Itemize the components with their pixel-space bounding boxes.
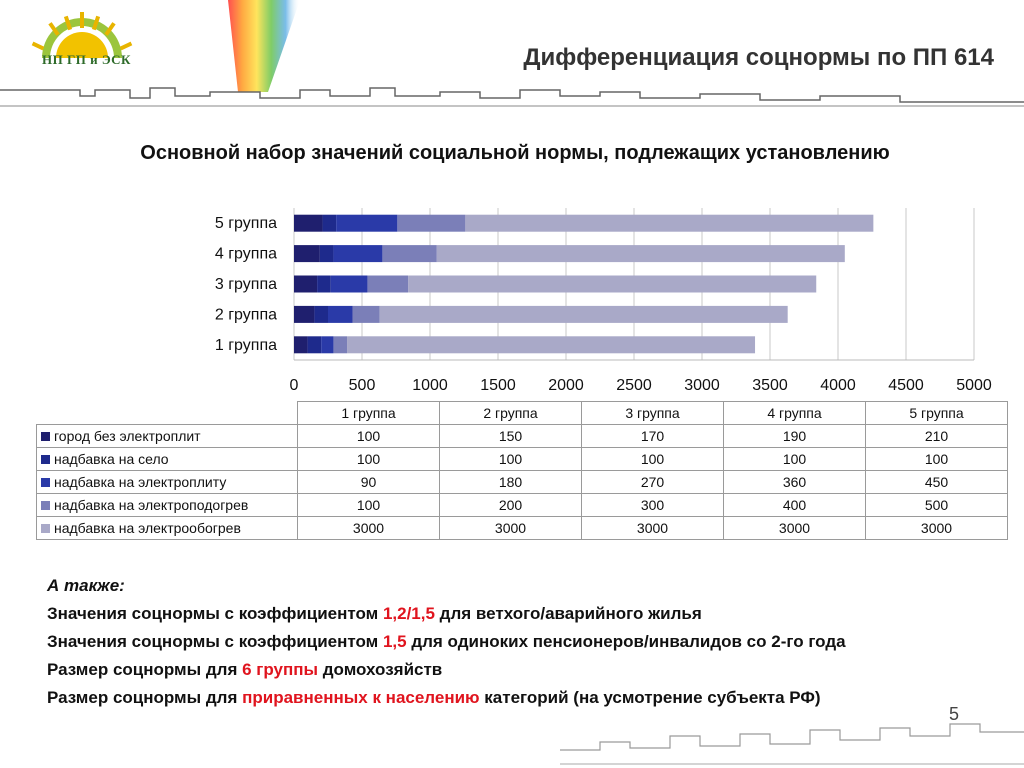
x-tick-label: 3000 xyxy=(684,377,720,394)
legend-entry xyxy=(37,517,298,540)
table-cell: 100 xyxy=(724,448,866,471)
legend-swatch-icon xyxy=(41,432,50,441)
x-tick-label: 500 xyxy=(348,377,376,394)
legend-label: надбавка на электроподогрев xyxy=(54,497,249,513)
bar-segment xyxy=(352,306,379,323)
note-line-4: Размер соцнормы для приравненных к населению категорий (на усмотрение субъекта РФ) xyxy=(47,688,821,707)
category-label: 1 группа xyxy=(214,336,277,354)
chart-data-table xyxy=(36,401,1008,540)
table-cell: 180 xyxy=(440,471,582,494)
legend-swatch-icon xyxy=(41,455,50,464)
table-cell: 3000 xyxy=(866,517,1008,540)
x-tick-label: 2000 xyxy=(548,377,584,394)
chart-title: Основной набор значений социальной нормы, подлежащих установлению xyxy=(140,142,890,164)
table-column-header: 3 группа xyxy=(582,402,724,425)
chart-x-tick-labels xyxy=(290,377,992,394)
table-corner xyxy=(37,402,298,425)
table-cell: 400 xyxy=(724,494,866,517)
note-line-2: Значения соцнормы с коэффициентом 1,5 для одиноких пенсионеров/инвалидов со 2-го года xyxy=(47,632,846,651)
legend-entry xyxy=(37,425,298,448)
legend-swatch-icon xyxy=(41,524,50,533)
table-cell: 100 xyxy=(298,425,440,448)
table-cell: 190 xyxy=(724,425,866,448)
x-tick-label: 4000 xyxy=(820,377,856,394)
legend-swatch-icon xyxy=(41,478,50,487)
legend-entry xyxy=(37,494,298,517)
bar-segment xyxy=(465,215,873,232)
legend-label: надбавка на электроплиту xyxy=(54,474,227,490)
x-tick-label: 5000 xyxy=(956,377,992,394)
legend-label: город без электроплит xyxy=(54,428,201,444)
x-tick-label: 1500 xyxy=(480,377,516,394)
bar-segment xyxy=(328,306,352,323)
category-label: 4 группа xyxy=(214,245,277,263)
table-cell: 150 xyxy=(440,425,582,448)
table-cell: 90 xyxy=(298,471,440,494)
x-tick-label: 2500 xyxy=(616,377,652,394)
table-cell: 100 xyxy=(582,448,724,471)
chart-category-labels xyxy=(215,215,277,354)
table-cell: 3000 xyxy=(298,517,440,540)
bar-segment xyxy=(294,276,317,293)
legend-entry xyxy=(37,448,298,471)
bar-segment xyxy=(294,245,320,262)
bar-segment xyxy=(294,215,323,232)
legend-label: надбавка на село xyxy=(54,451,169,467)
x-tick-label: 1000 xyxy=(412,377,448,394)
category-label: 3 группа xyxy=(214,276,277,293)
bar-segment xyxy=(397,215,465,232)
x-tick-label: 0 xyxy=(289,377,299,394)
table-cell: 100 xyxy=(298,448,440,471)
table-cell: 500 xyxy=(866,494,1008,517)
bar-segment xyxy=(333,245,382,262)
bar-segment xyxy=(320,245,334,262)
table-cell: 100 xyxy=(298,494,440,517)
bar-segment xyxy=(382,245,436,262)
table-column-header: 5 группа xyxy=(866,402,1008,425)
bar-segment xyxy=(308,336,322,353)
table-cell: 3000 xyxy=(582,517,724,540)
table-row xyxy=(37,448,1008,471)
slide-title: Дифференциация соцнормы по ПП 614 xyxy=(523,44,994,71)
note-line-1: Значения соцнормы с коэффициентом 1,2/1,5 для ветхого/аварийного жилья xyxy=(47,604,702,623)
table-column-header: 2 группа xyxy=(440,402,582,425)
table-cell: 100 xyxy=(440,448,582,471)
category-label: 5 группа xyxy=(214,215,277,233)
bar-segment xyxy=(317,276,331,293)
note-line-3: Размер соцнормы для 6 группы домохозяйств xyxy=(47,660,443,679)
bar-segment xyxy=(336,215,397,232)
bar-segment xyxy=(437,245,845,262)
table-cell: 270 xyxy=(582,471,724,494)
table-body xyxy=(37,425,1008,540)
table-cell: 170 xyxy=(582,425,724,448)
bar-segment xyxy=(294,336,308,353)
table-cell: 360 xyxy=(724,471,866,494)
bar-segment xyxy=(380,306,788,323)
bar-segment xyxy=(323,215,337,232)
table-row xyxy=(37,471,1008,494)
legend-swatch-icon xyxy=(41,501,50,510)
x-tick-label: 4500 xyxy=(888,377,924,394)
table-cell: 200 xyxy=(440,494,582,517)
x-tick-label: 3500 xyxy=(752,377,788,394)
bar-segment xyxy=(347,336,755,353)
bar-segment xyxy=(321,336,333,353)
bar-segment xyxy=(333,336,347,353)
table-cell: 100 xyxy=(866,448,1008,471)
table-cell: 300 xyxy=(582,494,724,517)
bar-segment xyxy=(314,306,328,323)
table-row xyxy=(37,494,1008,517)
notes-heading: А также: xyxy=(47,576,125,595)
table-cell: 450 xyxy=(866,471,1008,494)
category-label: 2 группа xyxy=(214,306,277,324)
page-number: 5 xyxy=(949,704,960,724)
table-cell: 210 xyxy=(866,425,1008,448)
notes-block xyxy=(47,572,997,712)
legend-entry xyxy=(37,471,298,494)
table-column-header: 1 группа xyxy=(298,402,440,425)
bar-segment xyxy=(294,306,314,323)
table-row xyxy=(37,517,1008,540)
table-row xyxy=(37,425,1008,448)
legend-label: надбавка на электрообогрев xyxy=(54,520,241,536)
logo-text: НП ГП и ЭСК xyxy=(42,52,131,67)
bar-segment xyxy=(367,276,408,293)
table-header-row xyxy=(37,402,1008,425)
table-cell: 3000 xyxy=(724,517,866,540)
bar-segment xyxy=(408,276,816,293)
table-cell: 3000 xyxy=(440,517,582,540)
bar-segment xyxy=(331,276,368,293)
table-column-header: 4 группа xyxy=(724,402,866,425)
chart-bars xyxy=(294,215,873,354)
